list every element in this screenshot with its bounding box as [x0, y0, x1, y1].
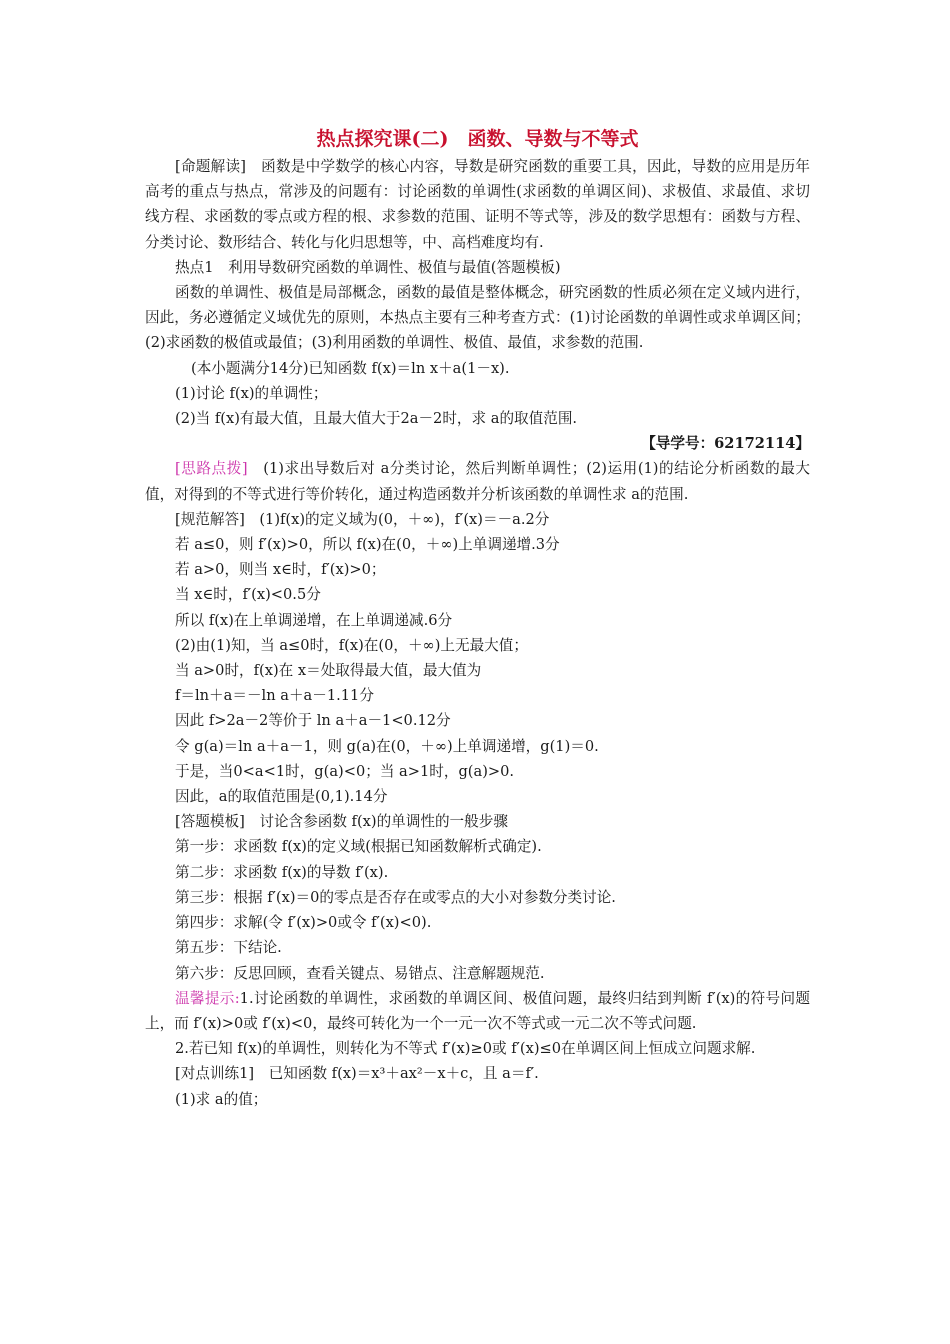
tips-label: 温馨提示:: [175, 989, 240, 1007]
solution-line: (2)由(1)知，当 a≤0时，f(x)在(0，＋∞)上无最大值；: [175, 636, 528, 654]
tip-2: 2.若已知 f(x)的单调性，则转化为不等式 f′(x)≥0或 f′(x)≤0在单调区间上恒成立问题求解.: [175, 1040, 756, 1058]
solution-line: 因此 f>2a－2等价于 ln a＋a－1<0.12分: [175, 712, 451, 730]
template-step: 第四步：求解(令 f′(x)>0或令 f′(x)<0).: [175, 914, 432, 932]
template-heading: [145, 809, 810, 834]
solution-line: 若 a≤0，则 f′(x)>0，所以 f(x)在(0，＋∞)上单调递增.3分: [175, 536, 560, 554]
problem-question-1: (1)讨论 f(x)的单调性；: [175, 384, 328, 402]
practice-stem: [145, 1061, 810, 1086]
practice-text: 已知函数 f(x)＝x³＋ax²－x＋c，且 a＝f′.: [254, 1065, 539, 1083]
template-step: 第三步：根据 f′(x)＝0的零点是否存在或零点的大小对参数分类讨论.: [175, 888, 616, 906]
practice-label: [对点训练1]: [175, 1065, 255, 1083]
tip-1: [145, 986, 810, 1036]
hotspot-heading: 热点1 利用导数研究函数的单调性、极值与最值(答题模板): [175, 258, 561, 276]
template-text: 讨论含参函数 f(x)的单调性的一般步骤: [244, 813, 508, 831]
document-body: [145, 126, 810, 1112]
solution-line: 所以 f(x)在上单调递增，在上单调递减.6分: [175, 611, 453, 629]
template-step: 第一步：求函数 f(x)的定义域(根据已知函数解析式确定).: [175, 838, 542, 856]
solution-line: 于是，当0<a<1时，g(a)<0；当 a>1时，g(a)>0.: [175, 762, 515, 780]
template-step: 第六步：反思回顾，查看关键点、易错点、注意解题规范.: [175, 964, 545, 982]
problem-question-2: (2)当 f(x)有最大值，且最大值大于2a－2时，求 a的取值范围.: [175, 410, 578, 428]
hint-label: [思路点拨]: [175, 460, 248, 478]
template-label: [答题模板]: [175, 813, 245, 831]
solution-line: 当 x∈时，f′(x)<0.5分: [175, 586, 321, 604]
intro-paragraph: [145, 154, 810, 255]
hint-paragraph: [145, 456, 810, 506]
template-step: 第五步：下结论.: [175, 939, 282, 957]
hotspot-description: 函数的单调性、极值是局部概念，函数的最值是整体概念，研究函数的性质必须在定义域内进行，因此，务必遵循定义域优先的原则，本热点主要有三种考查方式：(1)讨论函数的单调性或求单调区间；(2)求函数的极值或最值；(3)利用函数的单调性、极值、最值，求参数的范围.: [145, 284, 810, 352]
solution-line: 若 a>0，则当 x∈时，f′(x)>0；: [175, 561, 386, 579]
tip-1-text: 1.讨论函数的单调性，求函数的单调区间、极值问题，最终归结到判断 f′(x)的符号问题上，而 f′(x)>0或 f′(x)<0，最终可转化为一个一元一次不等式或一元二次不等式问题.: [145, 989, 810, 1032]
solution-line: 当 a>0时，f(x)在 x＝处取得最大值，最大值为: [175, 662, 482, 680]
solution-line: f＝ln＋a＝－ln a＋a－1.11分: [175, 687, 374, 705]
intro-label: [命题解读]: [175, 158, 247, 175]
template-step: 第二步：求函数 f(x)的导数 f′(x).: [175, 863, 389, 881]
solution-label: [规范解答]: [175, 510, 245, 528]
page-title: 热点探究课(二) 函数、导数与不等式: [316, 128, 639, 150]
hint-text: (1)求出导数后对 a分类讨论，然后判断单调性；(2)运用(1)的结论分析函数的最大值，对得到的不等式进行等价转化，通过构造函数并分析该函数的单调性求 a的范围.: [145, 460, 811, 503]
guide-number: 【导学号：62172114】: [641, 435, 810, 453]
practice-question-1: (1)求 a的值；: [175, 1090, 268, 1108]
solution-line: 因此，a的取值范围是(0,1).14分: [175, 788, 388, 806]
problem-stem: (本小题满分14分)已知函数 f(x)＝ln x＋a(1－x).: [191, 359, 510, 377]
intro-text: 函数是中学数学的核心内容，导数是研究函数的重要工具，因此，导数的应用是历年高考的重点与热点，常涉及的问题有：讨论函数的单调性(求函数的单调区间)、求极值、求最值、求切线方程、求函数的零点或方程的根、求参数的范围、证明不等式等，涉及的数学思想有：函数与方程、分类讨论、数形结合、转化与化归思想等，中、高档难度均有.: [145, 158, 810, 251]
solution-first-text: (1)f(x)的定义域为(0，＋∞)，f′(x)＝－a.2分: [244, 510, 550, 528]
solution-line: 令 g(a)＝ln a＋a－1，则 g(a)在(0，＋∞)上单调递增，g(1)＝0.: [175, 737, 599, 755]
solution-first-line: [145, 507, 810, 532]
